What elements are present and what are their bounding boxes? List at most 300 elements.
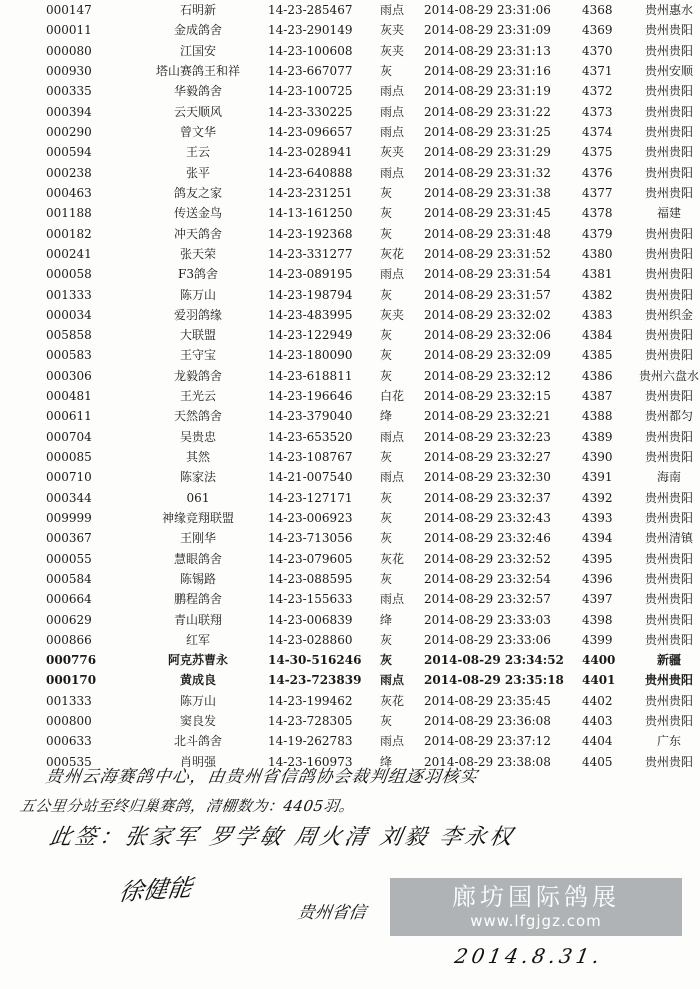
result-row — [0, 569, 700, 589]
ring-number-cell: 14-23-006839 — [268, 612, 353, 627]
plumage-color-cell: 雨点 — [380, 592, 405, 607]
arrival-time-cell: 2014-08-29 23:31:16 — [424, 64, 551, 79]
member-id-cell: 000238 — [46, 165, 92, 180]
loft-name-cell: 张天荣 — [179, 246, 216, 261]
member-id-cell: 000080 — [46, 43, 92, 58]
plumage-color-cell: 灰 — [380, 287, 393, 302]
loft-name-cell: 张平 — [185, 165, 210, 180]
result-row — [0, 467, 700, 487]
loft-name-cell: 传送金鸟 — [173, 206, 222, 221]
ring-number-cell: 14-19-262783 — [268, 734, 353, 749]
member-id-cell: 000584 — [46, 571, 92, 586]
ring-number-cell: 14-23-196646 — [268, 389, 353, 404]
location-cell: 贵州贵阳 — [644, 510, 693, 525]
rank-cell: 4387 — [582, 389, 613, 404]
location-cell: 贵州贵阳 — [644, 673, 693, 688]
ring-number-cell: 14-23-285467 — [268, 3, 353, 18]
rank-cell: 4389 — [582, 429, 613, 444]
arrival-time-cell: 2014-08-29 23:32:09 — [424, 348, 551, 363]
loft-name-cell: 红军 — [185, 632, 210, 647]
location-cell: 贵州贵阳 — [644, 429, 693, 444]
member-id-cell: 000481 — [46, 389, 92, 404]
result-row — [0, 142, 700, 162]
plumage-color-cell: 灰 — [380, 510, 393, 525]
rank-cell: 4388 — [582, 409, 613, 424]
ring-number-cell: 14-23-198794 — [268, 287, 353, 302]
arrival-time-cell: 2014-08-29 23:31:19 — [424, 84, 551, 99]
loft-name-cell: 金成鸽舍 — [173, 23, 222, 38]
rank-cell: 4403 — [582, 714, 613, 729]
arrival-time-cell: 2014-08-29 23:35:18 — [424, 673, 564, 688]
rank-cell: 4373 — [582, 104, 613, 119]
loft-name-cell: 神缘竞翔联盟 — [161, 510, 234, 525]
result-row — [0, 630, 700, 650]
loft-name-cell: 龙毅鸽舍 — [173, 368, 222, 383]
location-cell: 贵州贵阳 — [644, 592, 693, 607]
member-id-cell: 000182 — [46, 226, 92, 241]
rank-cell: 4384 — [582, 328, 613, 343]
plumage-color-cell: 灰花 — [380, 693, 405, 708]
plumage-color-cell: 灰花 — [380, 551, 405, 566]
plumage-color-cell: 雨点 — [380, 470, 405, 485]
rank-cell: 4392 — [582, 490, 613, 505]
arrival-time-cell: 2014-08-29 23:31:29 — [424, 145, 551, 160]
location-cell: 贵州贵阳 — [644, 84, 693, 99]
result-row — [0, 325, 700, 345]
member-id-cell: 000394 — [46, 104, 92, 119]
ring-number-cell: 14-23-122949 — [268, 328, 353, 343]
rank-cell: 4383 — [582, 307, 613, 322]
ring-number-cell: 14-23-079605 — [268, 551, 353, 566]
member-id-cell: 000170 — [46, 673, 97, 688]
rank-cell: 4390 — [582, 450, 613, 465]
result-row — [0, 203, 700, 223]
ring-number-cell: 14-23-667077 — [268, 64, 353, 79]
member-id-cell: 000704 — [46, 429, 92, 444]
plumage-color-cell: 雨点 — [380, 673, 405, 688]
rank-cell: 4381 — [582, 267, 613, 282]
member-id-cell: 000930 — [46, 64, 92, 79]
ring-number-cell: 14-23-100608 — [268, 43, 353, 58]
member-id-cell: 001333 — [46, 287, 92, 302]
member-id-cell: 000290 — [46, 125, 92, 140]
plumage-color-cell: 雨点 — [380, 84, 405, 99]
plumage-color-cell: 灰花 — [380, 246, 405, 261]
site-watermark — [390, 878, 682, 936]
location-cell: 贵州贵阳 — [644, 165, 693, 180]
arrival-time-cell: 2014-08-29 23:31:22 — [424, 104, 551, 119]
result-row — [0, 264, 700, 284]
result-row — [0, 61, 700, 81]
loft-name-cell: 冲天鸽舍 — [173, 226, 222, 241]
member-id-cell: 000800 — [46, 714, 92, 729]
arrival-time-cell: 2014-08-29 23:32:06 — [424, 328, 551, 343]
plumage-color-cell: 绛 — [380, 409, 393, 424]
location-cell: 贵州贵阳 — [644, 551, 693, 566]
arrival-time-cell: 2014-08-29 23:32:43 — [424, 510, 551, 525]
rank-cell: 4395 — [582, 551, 613, 566]
plumage-color-cell: 灰 — [380, 185, 393, 200]
loft-name-cell: 鸽友之家 — [173, 185, 222, 200]
result-row — [0, 447, 700, 467]
location-cell: 广东 — [656, 734, 681, 749]
loft-name-cell: 北斗鸽舍 — [173, 734, 222, 749]
member-id-cell: 000034 — [46, 307, 92, 322]
result-row — [0, 548, 700, 568]
rank-cell: 4369 — [582, 23, 613, 38]
result-row — [0, 20, 700, 40]
rank-cell: 4368 — [582, 3, 613, 18]
rank-cell: 4377 — [582, 185, 613, 200]
arrival-time-cell: 2014-08-29 23:32:02 — [424, 307, 551, 322]
plumage-color-cell: 雨点 — [380, 3, 405, 18]
member-id-cell: 000241 — [46, 246, 92, 261]
rank-cell: 4372 — [582, 84, 613, 99]
plumage-color-cell: 灰 — [380, 226, 393, 241]
result-row — [0, 41, 700, 61]
location-cell: 贵州贵阳 — [644, 450, 693, 465]
result-row — [0, 366, 700, 386]
plumage-color-cell: 灰 — [380, 531, 393, 546]
rank-cell: 4371 — [582, 64, 613, 79]
arrival-time-cell: 2014-08-29 23:31:52 — [424, 246, 551, 261]
location-cell: 贵州贵阳 — [644, 145, 693, 160]
result-row — [0, 0, 700, 20]
result-row — [0, 102, 700, 122]
ring-number-cell: 14-23-330225 — [268, 104, 353, 119]
loft-name-cell: 王刚华 — [179, 531, 216, 546]
plumage-color-cell: 灰 — [380, 328, 393, 343]
rank-cell: 4404 — [582, 734, 613, 749]
ring-number-cell: 14-23-640888 — [268, 165, 353, 180]
ring-number-cell: 14-23-618811 — [268, 368, 353, 383]
member-id-cell: 000776 — [46, 653, 97, 668]
rank-cell: 4379 — [582, 226, 613, 241]
result-row — [0, 488, 700, 508]
location-cell: 贵州都匀 — [644, 409, 693, 424]
arrival-time-cell: 2014-08-29 23:31:48 — [424, 226, 551, 241]
location-cell: 贵州贵阳 — [644, 267, 693, 282]
plumage-color-cell: 灰 — [380, 206, 393, 221]
result-row — [0, 386, 700, 406]
plumage-color-cell: 雨点 — [380, 429, 405, 444]
location-cell: 贵州贵阳 — [644, 23, 693, 38]
rank-cell: 4382 — [582, 287, 613, 302]
result-row — [0, 223, 700, 243]
location-cell: 贵州贵阳 — [644, 43, 693, 58]
location-cell: 贵州贵阳 — [644, 287, 693, 302]
location-cell: 贵州织金 — [644, 307, 693, 322]
member-id-cell: 000633 — [46, 734, 92, 749]
ring-number-cell: 14-23-331277 — [268, 246, 353, 261]
location-cell: 新疆 — [656, 653, 681, 668]
rank-cell: 4375 — [582, 145, 613, 160]
rank-cell: 4376 — [582, 165, 613, 180]
plumage-color-cell: 雨点 — [380, 267, 405, 282]
plumage-color-cell: 灰 — [380, 450, 393, 465]
rank-cell: 4380 — [582, 246, 613, 261]
ring-number-cell: 14-21-007540 — [268, 470, 353, 485]
location-cell: 海南 — [656, 470, 681, 485]
location-cell: 贵州贵阳 — [644, 125, 693, 140]
watermark-name: 廊坊国际鸽展 — [452, 883, 620, 911]
result-row — [0, 284, 700, 304]
loft-name-cell: 陈万山 — [179, 287, 216, 302]
rank-cell: 4397 — [582, 592, 613, 607]
loft-name-cell: 慧眼鸽舍 — [173, 551, 222, 566]
loft-name-cell: 其然 — [185, 450, 210, 465]
plumage-color-cell: 灰夹 — [380, 145, 405, 160]
plumage-color-cell: 雨点 — [380, 125, 405, 140]
loft-name-cell: 窦良发 — [179, 714, 216, 729]
loft-name-cell: 江国安 — [179, 43, 216, 58]
plumage-color-cell: 灰 — [380, 490, 393, 505]
arrival-time-cell: 2014-08-29 23:36:08 — [424, 714, 551, 729]
location-cell: 贵州贵阳 — [644, 185, 693, 200]
loft-name-cell: 吴贵忠 — [179, 429, 216, 444]
location-cell: 贵州清镇 — [644, 531, 693, 546]
ring-number-cell: 14-23-100725 — [268, 84, 353, 99]
location-cell: 贵州贵阳 — [644, 490, 693, 505]
arrival-time-cell: 2014-08-29 23:31:57 — [424, 287, 551, 302]
rank-cell: 4393 — [582, 510, 613, 525]
handwritten-organization: 贵州省信 — [296, 903, 368, 923]
member-id-cell: 001188 — [46, 206, 92, 221]
rank-cell: 4401 — [582, 673, 616, 688]
plumage-color-cell: 绛 — [380, 754, 393, 769]
ring-number-cell: 14-23-127171 — [268, 490, 353, 505]
member-id-cell: 001333 — [46, 693, 92, 708]
rank-cell: 4386 — [582, 368, 613, 383]
loft-name-cell: 陈万山 — [179, 693, 216, 708]
loft-name-cell: 天然鸽舍 — [173, 409, 222, 424]
arrival-time-cell: 2014-08-29 23:31:25 — [424, 125, 551, 140]
member-id-cell: 000611 — [46, 409, 92, 424]
result-row — [0, 305, 700, 325]
result-row — [0, 528, 700, 548]
plumage-color-cell: 灰 — [380, 653, 393, 668]
location-cell: 贵州安顺 — [644, 64, 693, 79]
loft-name-cell: 青山联翔 — [173, 612, 222, 627]
arrival-time-cell: 2014-08-29 23:32:30 — [424, 470, 551, 485]
ring-number-cell: 14-23-155633 — [268, 592, 353, 607]
arrival-time-cell: 2014-08-29 23:32:57 — [424, 592, 551, 607]
location-cell: 福建 — [656, 206, 681, 221]
result-row — [0, 427, 700, 447]
rank-cell: 4394 — [582, 531, 613, 546]
arrival-time-cell: 2014-08-29 23:32:12 — [424, 368, 551, 383]
handwritten-signers-line: 此签：张家军 罗学敏 周火清 刘毅 李永权 — [47, 825, 517, 850]
ring-number-cell: 14-23-088595 — [268, 571, 353, 586]
arrival-time-cell: 2014-08-29 23:31:45 — [424, 206, 551, 221]
loft-name-cell: 石明新 — [179, 3, 216, 18]
result-row — [0, 691, 700, 711]
member-id-cell: 000866 — [46, 632, 92, 647]
arrival-time-cell: 2014-08-29 23:31:54 — [424, 267, 551, 282]
loft-name-cell: 王守宝 — [179, 348, 216, 363]
rank-cell: 4399 — [582, 632, 613, 647]
loft-name-cell: 黄成良 — [179, 673, 216, 688]
loft-name-cell: 大联盟 — [179, 328, 216, 343]
arrival-time-cell: 2014-08-29 23:32:52 — [424, 551, 551, 566]
result-row — [0, 650, 700, 670]
ring-number-cell: 14-23-723839 — [268, 673, 362, 688]
plumage-color-cell: 灰 — [380, 64, 393, 79]
plumage-color-cell: 灰 — [380, 714, 393, 729]
loft-name-cell: 曾文华 — [179, 125, 216, 140]
location-cell: 贵州六盘水 — [638, 368, 699, 383]
plumage-color-cell: 绛 — [380, 612, 393, 627]
ring-number-cell: 14-23-483995 — [268, 307, 353, 322]
arrival-time-cell: 2014-08-29 23:33:06 — [424, 632, 551, 647]
loft-name-cell: 陈锡路 — [179, 571, 216, 586]
ring-number-cell: 14-23-028860 — [268, 632, 353, 647]
ring-number-cell: 14-23-653520 — [268, 429, 353, 444]
loft-name-cell: 云天顺风 — [173, 104, 222, 119]
arrival-time-cell: 2014-08-29 23:31:09 — [424, 23, 551, 38]
rank-cell: 4378 — [582, 206, 613, 221]
member-id-cell: 000011 — [46, 23, 92, 38]
result-row — [0, 183, 700, 203]
loft-name-cell: 王光云 — [179, 389, 216, 404]
location-cell: 贵州惠水 — [644, 3, 693, 18]
arrival-time-cell: 2014-08-29 23:31:06 — [424, 3, 551, 18]
plumage-color-cell: 灰夹 — [380, 23, 405, 38]
arrival-time-cell: 2014-08-29 23:32:54 — [424, 571, 551, 586]
arrival-time-cell: 2014-08-29 23:32:37 — [424, 490, 551, 505]
arrival-time-cell: 2014-08-29 23:31:38 — [424, 185, 551, 200]
member-id-cell: 000664 — [46, 592, 92, 607]
member-id-cell: 000629 — [46, 612, 92, 627]
ring-number-cell: 14-23-089195 — [268, 267, 353, 282]
location-cell: 贵州贵阳 — [644, 226, 693, 241]
plumage-color-cell: 灰夹 — [380, 307, 405, 322]
result-row — [0, 122, 700, 142]
result-row — [0, 731, 700, 751]
location-cell: 贵州贵阳 — [644, 246, 693, 261]
member-id-cell: 000058 — [46, 267, 92, 282]
plumage-color-cell: 灰 — [380, 632, 393, 647]
member-id-cell: 000085 — [46, 450, 92, 465]
ring-number-cell: 14-23-108767 — [268, 450, 353, 465]
location-cell: 贵州贵阳 — [644, 571, 693, 586]
loft-name-cell: 肖明强 — [179, 754, 216, 769]
location-cell: 贵州贵阳 — [644, 632, 693, 647]
ring-number-cell: 14-23-180090 — [268, 348, 353, 363]
rank-cell: 4405 — [582, 754, 613, 769]
ring-number-cell: 14-23-713056 — [268, 531, 353, 546]
ring-number-cell: 14-23-290149 — [268, 23, 353, 38]
ring-number-cell: 14-23-199462 — [268, 693, 353, 708]
arrival-time-cell: 2014-08-29 23:32:15 — [424, 389, 551, 404]
plumage-color-cell: 灰 — [380, 571, 393, 586]
plumage-color-cell: 雨点 — [380, 104, 405, 119]
handwritten-signature: 徐健能 — [117, 873, 195, 907]
arrival-time-cell: 2014-08-29 23:33:03 — [424, 612, 551, 627]
arrival-time-cell: 2014-08-29 23:32:46 — [424, 531, 551, 546]
member-id-cell: 000535 — [46, 754, 92, 769]
member-id-cell: 000344 — [46, 490, 92, 505]
member-id-cell: 000306 — [46, 368, 92, 383]
plumage-color-cell: 雨点 — [380, 165, 405, 180]
location-cell: 贵州贵阳 — [644, 754, 693, 769]
plumage-color-cell: 灰 — [380, 348, 393, 363]
arrival-time-cell: 2014-08-29 23:38:08 — [424, 754, 551, 769]
ring-number-cell: 14-23-096657 — [268, 125, 353, 140]
rank-cell: 4402 — [582, 693, 613, 708]
rank-cell: 4374 — [582, 125, 613, 140]
arrival-time-cell: 2014-08-29 23:31:13 — [424, 43, 551, 58]
rank-cell: 4396 — [582, 571, 613, 586]
arrival-time-cell: 2014-08-29 23:32:27 — [424, 450, 551, 465]
loft-name-cell: 061 — [186, 490, 210, 505]
member-id-cell: 000594 — [46, 145, 92, 160]
ring-number-cell: 14-23-728305 — [268, 714, 353, 729]
loft-name-cell: 阿克苏曹永 — [167, 653, 228, 668]
arrival-time-cell: 2014-08-29 23:32:23 — [424, 429, 551, 444]
ring-number-cell: 14-23-379040 — [268, 409, 353, 424]
member-id-cell: 000367 — [46, 531, 92, 546]
ring-number-cell: 14-23-192368 — [268, 226, 353, 241]
member-id-cell: 000710 — [46, 470, 92, 485]
ring-number-cell: 14-23-231251 — [268, 185, 353, 200]
rank-cell: 4400 — [582, 653, 616, 668]
loft-name-cell: 陈家法 — [179, 470, 216, 485]
rank-cell: 4370 — [582, 43, 613, 58]
result-row — [0, 163, 700, 183]
result-row — [0, 508, 700, 528]
ring-number-cell: 14-23-028941 — [268, 145, 353, 160]
handwritten-note-line-2: 五公里分站至终归巢赛鸽，清棚数为：4405羽。 — [18, 797, 356, 815]
member-id-cell: 000055 — [46, 551, 92, 566]
loft-name-cell: 王云 — [185, 145, 210, 160]
member-id-cell: 000583 — [46, 348, 92, 363]
location-cell: 贵州贵阳 — [644, 328, 693, 343]
plumage-color-cell: 雨点 — [380, 734, 405, 749]
loft-name-cell: 爱羽鸽缘 — [173, 307, 222, 322]
ring-number-cell: 14-23-006923 — [268, 510, 353, 525]
plumage-color-cell: 灰 — [380, 368, 393, 383]
loft-name-cell: 华毅鸽舍 — [173, 84, 222, 99]
member-id-cell: 009999 — [46, 510, 92, 525]
plumage-color-cell: 白花 — [380, 389, 405, 404]
ring-number-cell: 14-30-516246 — [268, 653, 362, 668]
member-id-cell: 005858 — [46, 328, 92, 343]
rank-cell: 4385 — [582, 348, 613, 363]
watermark-url: www.lfgjgz.com — [470, 912, 602, 930]
arrival-time-cell: 2014-08-29 23:32:21 — [424, 409, 551, 424]
result-row — [0, 670, 700, 690]
location-cell: 贵州贵阳 — [644, 389, 693, 404]
member-id-cell: 000147 — [46, 3, 92, 18]
result-row — [0, 609, 700, 629]
handwritten-date: 2014.8.31. — [452, 944, 606, 968]
arrival-time-cell: 2014-08-29 23:31:32 — [424, 165, 551, 180]
loft-name-cell: 鹏程鸽舍 — [173, 592, 222, 607]
location-cell: 贵州贵阳 — [644, 104, 693, 119]
plumage-color-cell: 灰夹 — [380, 43, 405, 58]
location-cell: 贵州贵阳 — [644, 348, 693, 363]
member-id-cell: 000335 — [46, 84, 92, 99]
loft-name-cell: F3鸽舍 — [178, 267, 218, 282]
result-row — [0, 711, 700, 731]
arrival-time-cell: 2014-08-29 23:34:52 — [424, 653, 564, 668]
ring-number-cell: 14-13-161250 — [268, 206, 353, 221]
result-row — [0, 345, 700, 365]
rank-cell: 4391 — [582, 470, 613, 485]
arrival-time-cell: 2014-08-29 23:37:12 — [424, 734, 551, 749]
location-cell: 贵州贵阳 — [644, 612, 693, 627]
